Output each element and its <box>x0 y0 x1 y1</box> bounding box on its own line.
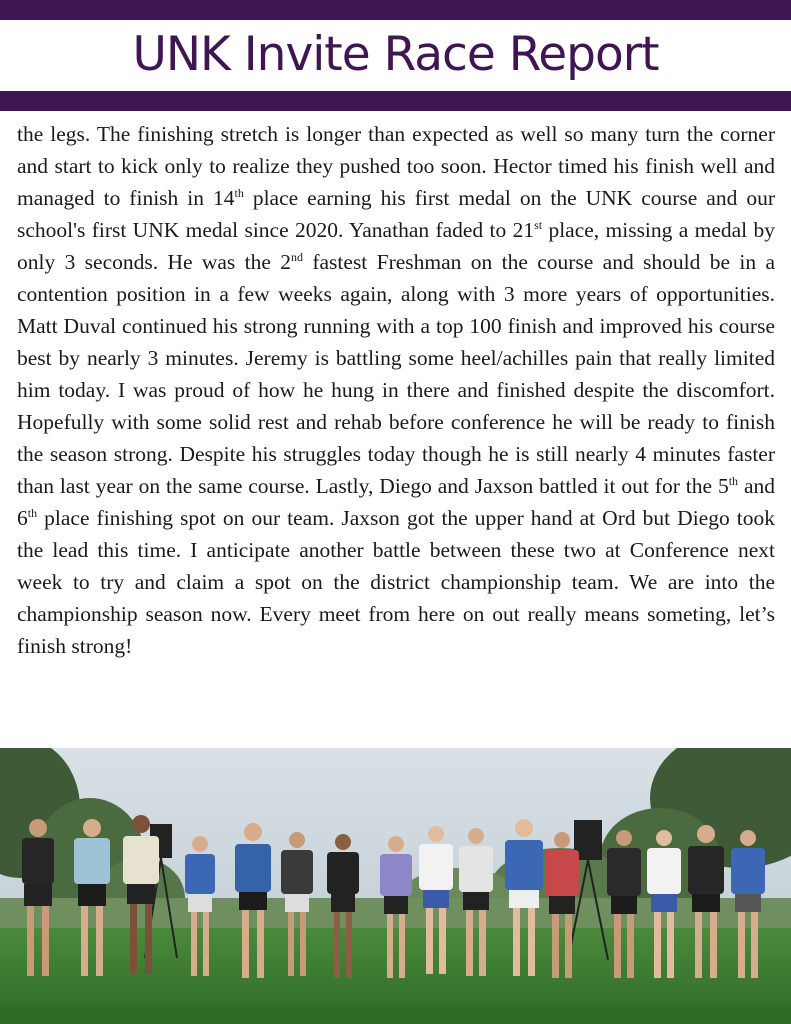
report-text-segment: fastest Freshman on the course and should be in a contention position in a few weeks again, along with 3 more years of opportunities. Matt Duval continued his strong running with a top 100 finish and improved his course best by nearly 3 minutes. Jeremy is battling some heel/achilles pain that really limited him today. I was proud of how he hung in there and finished despite the discomfort. Hopefully with some solid rest and rehab before conference he will be ready to finish the season strong. Despite his struggles today though he is still nearly 4 minutes faster than last year on the same course. Lastly, Diego and Jaxson battled it out for the 5 <box>17 250 775 498</box>
ordinal-suffix: th <box>234 185 244 200</box>
ordinal-suffix: th <box>27 505 38 520</box>
ordinal-suffix: th <box>728 473 739 488</box>
ordinal-suffix: nd <box>291 249 304 264</box>
race-report-text <box>17 118 775 662</box>
report-text-segment: and 6 <box>17 474 775 530</box>
ordinal-suffix: st <box>534 217 543 232</box>
report-text-segment: place, missing a medal by only 3 seconds. He was the 2 <box>17 218 775 274</box>
header-top-bar <box>0 0 791 20</box>
report-text-segment: place finishing spot on our team. Jaxson got the upper hand at Ord but Diego took the lead this time. I anticipate another battle between these two at Conference next week to try and claim a spot on the district championship team. We are into the championship season now. Every meet from here on out really means someting, let’s finish strong! <box>17 506 775 658</box>
header-bottom-bar <box>0 91 791 111</box>
report-text-segment: the legs. The finishing stretch is longer than expected as well so many turn the corner and start to kick only to realize they pushed too soon. Hector timed his finish well and managed to finish in 14 <box>17 122 775 210</box>
team-medal-ceremony-photo <box>0 748 791 1024</box>
report-text-segment: place earning his first medal on the UNK course and our school's first UNK medal since 2020. Yanathan faded to 21 <box>17 186 775 242</box>
page-title: UNK Invite Race Report <box>132 27 659 82</box>
